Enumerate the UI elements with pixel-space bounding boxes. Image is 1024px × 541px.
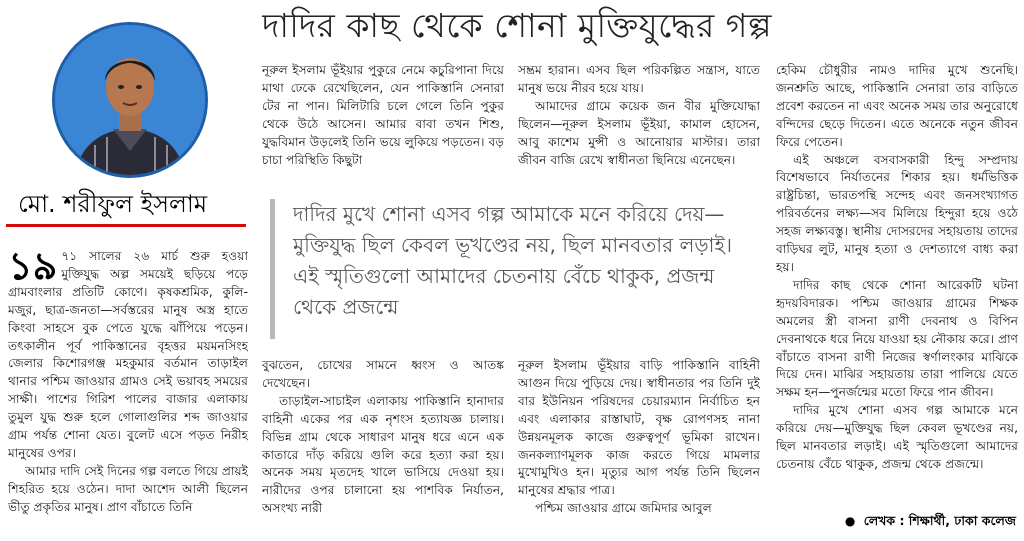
col4-paragraph-3: দাদির কাছ থেকে শোনা আরেকটি ঘটনা হৃদয়বিদারক। পশ্চিম জাওয়ার গ্রামের শিক্ষক অমলের স্ত্রী বাসনা রাণী দেবনাথ ও বিপিন দেবনাথকে ধরে নিয়ে যাওয়া হয় নৌকায় করে। প্রাণ বাঁচাতে বাসনা রাণী নিজের স্বর্ণালংকার মাঝিকে দিয়ে দেন। মাঝির সহায়তায় তারা পালিয়ে যেতে সক্ষম হন—পুনর্জন্মের মতো ফিরে পান জীবন। [776, 277, 1018, 400]
drop-cap: ১৯ [8, 248, 58, 288]
col3-bottom-paragraph-2: পশ্চিম জাওয়ার গ্রামে জমিদার আবুল [535, 501, 712, 516]
author-byline: মো. শরীফুল ইসলাম [18, 190, 208, 218]
author-photo [52, 22, 208, 178]
col4-paragraph-4: দাদির মুখে শোনা এসব গল্প আমাকে মনে করিয়ে দেয়—মুক্তিযুদ্ধ ছিল কেবল ভূখণ্ডের নয়, ছিল মানবতার লড়াই। এই স্মৃতিগুলো আমাদের চেতনায় বেঁচে থাকুক, প্রজন্ম থেকে প্রজন্মে। [776, 403, 1018, 471]
author-portrait-image [55, 25, 205, 175]
col2-top-paragraph: নূরুল ইসলাম ভূঁইয়ার পুকুরে নেমে কচুরিপানা দিয়ে মাথা ঢেকে রেখেছিলেন, যেন পাকিস্তানি সেনারা টের না পান। মিলিটারি চলে গেলে তিনি পুকুর থেকে উঠে আসেন। আমার বাবা তখন শিশু, যুদ্ধবিমান উড়লেই তিনি ভয়ে লুকিয়ে পড়তেন। বড় চাচা পরিস্থিতি কিছুটা [262, 63, 504, 167]
col3-top-paragraph-2: আমাদের গ্রামে কয়েক জন বীর মুক্তিযোদ্ধা ছিলেন—নূরুল ইসলাম ভূঁইয়া, কামাল হোসেন, আবু কাশেম মুন্সী ও আনোয়ার মাস্টার। তারা জীবন বাজি রেখে স্বাধীনতা ছিনিয়ে এনেছেন। [518, 98, 760, 167]
column-2-top [262, 62, 504, 184]
headline: দাদির কাছ থেকে শোনা মুক্তিযুদ্ধের গল্প [262, 6, 772, 45]
col1-paragraph-2: আমার দাদি সেই দিনের গল্প বলতে গিয়ে প্রায়ই শিহরিত হয়ে ওঠেন। দাদা আশেদ আলী ছিলেন ভীতু প্রকৃতির মানুষ। প্রাণ বাঁচাতে তিনি [8, 463, 248, 514]
column-4 [776, 62, 1018, 508]
bullet-icon: ● [844, 514, 856, 528]
col4-paragraph-1: হেকিম চৌধুরীর নামও দাদির মুখে শুনেছি। জনশ্রুতি আছে, পাকিস্তানি সেনারা তার বাড়িতে প্রবেশ করতেন না এবং অনেক সময় তার অনুরোধে বন্দিদের ছেড়ে দিতেন। এতে অনেকে নতুন জীবন ফিরে পেতেন। [776, 63, 1018, 149]
pull-quote-text: দাদির মুখে শোনা এসব গল্প আমাকে মনে করিয়ে দেয়—মুক্তিযুদ্ধ ছিল কেবল ভূখণ্ডের নয়, ছিল মানবতার লড়াই। এই স্মৃতিগুলো আমাদের চেতনায় বেঁচে থাকুক, প্রজন্ম থেকে প্রজন্মে [293, 202, 733, 319]
col2-bottom-paragraph-2: তাড়াইল-সাচাইল এলাকায় পাকিস্তানি হানাদার বাহিনী একের পর এক নৃশংস হত্যাযজ্ঞ চালায়। বিভিন্ন গ্রাম থেকে সাধারণ মানুষ ধরে এনে এক কাতারে দাঁড় করিয়ে গুলি করে হত্যা করা হয়। অনেক সময় মৃতদেহ খালে ভাসিয়ে দেওয়া হয়। নারীদের ওপর চালানো হয় পাশবিক নির্যাতন, অসংখ্য নারী [262, 393, 504, 516]
col3-bottom-paragraph-1: নূরুল ইসলাম ভূঁইয়ার বাড়ি পাকিস্তানি বাহিনী আগুন দিয়ে পুড়িয়ে দেয়। স্বাধীনতার পর তিনি দুই বার ইউনিয়ন পরিষদের চেয়ারম্যান নির্বাচিত হন এবং এলাকার রাস্তাঘাট, বৃক্ষ রোপণসহ নানা উন্নয়নমূলক কাজে গুরুত্বপূর্ণ ভূমিকা রাখেন। জনকল্যাণমূলক কাজ করতে গিয়ে মামলার মুখোমুখিও হন। মৃত্যুর আগ পর্যন্ত তিনি ছিলেন মানুষের শ্রদ্ধার পাত্র। [518, 358, 760, 498]
author-credit-text: লেখক : শিক্ষার্থী, ঢাকা কলেজ [863, 513, 1016, 528]
column-2-bottom [262, 357, 504, 537]
col2-bottom-paragraph-1: বুঝতেন, চোখের সামনে ধ্বংস ও আতঙ্ক দেখেছেন। [262, 358, 504, 390]
byline-underline [6, 224, 246, 227]
column-3-top [518, 62, 760, 184]
col4-paragraph-2: এই অঞ্চলে বসবাসকারী হিন্দু সম্প্রদায় বিশেষভাবে নির্যাতনের শিকার হয়। ধর্মভিত্তিক রাষ্ট্রচিন্তা, ভারতপন্থি সন্দেহ এবং জনসংখ্যাগত পরিবর্তনের লক্ষ্য—সব মিলিয়ে হিন্দুরা হয়ে ওঠে সহজ লক্ষ্যবস্তু। স্থানীয় দোসরদের সহায়তায় তাদের বাড়িঘর লুট, মানুষ হত্যা ও দেশত্যাগে বাধ্য করা হয়। [776, 152, 1018, 274]
pull-quote [270, 199, 750, 339]
col1-paragraph-1: ৭১ সালের ২৬ মার্চ শুরু হওয়া মুক্তিযুদ্ধ অল্প সময়েই ছড়িয়ে পড়ে গ্রামবাংলার প্রতিটি কোণে। কৃষকশ্রমিক, কুলি-মজুর, ছাত্র-জনতা—সর্বস্তরের মানুষ অস্ত্র হাতে কিংবা সাহসে বুক পেতে যুদ্ধে ঝাঁপিয়ে পড়েন। তৎকালীন পূর্ব পাকিস্তানের বৃহত্তর ময়মনসিংহ জেলার কিশোরগঞ্জ মহকুমার বর্তমান তাড়াইল থানার পশ্চিম জাওয়ার গ্রামও সেই ভয়াবহ সময়ের সাক্ষী। পাশের গিরিশ পালের বাজার এলাকায় তুমুল যুদ্ধ শুরু হলে গোলাগুলির শব্দ জাওয়ার গ্রাম পর্যন্ত শোনা যেত। বুলেট এসে পড়ত নিরীহ মানুষের ওপর। [8, 249, 248, 460]
col3-top-paragraph-1: সম্ভ্রম হারান। এসব ছিল পরিকল্পিত সন্ত্রাস, যাতে মানুষ ভয়ে নীরব হয়ে যায়। [518, 63, 760, 95]
column-1 [8, 248, 248, 538]
author-credit [836, 510, 1024, 532]
column-3-bottom [518, 357, 760, 537]
